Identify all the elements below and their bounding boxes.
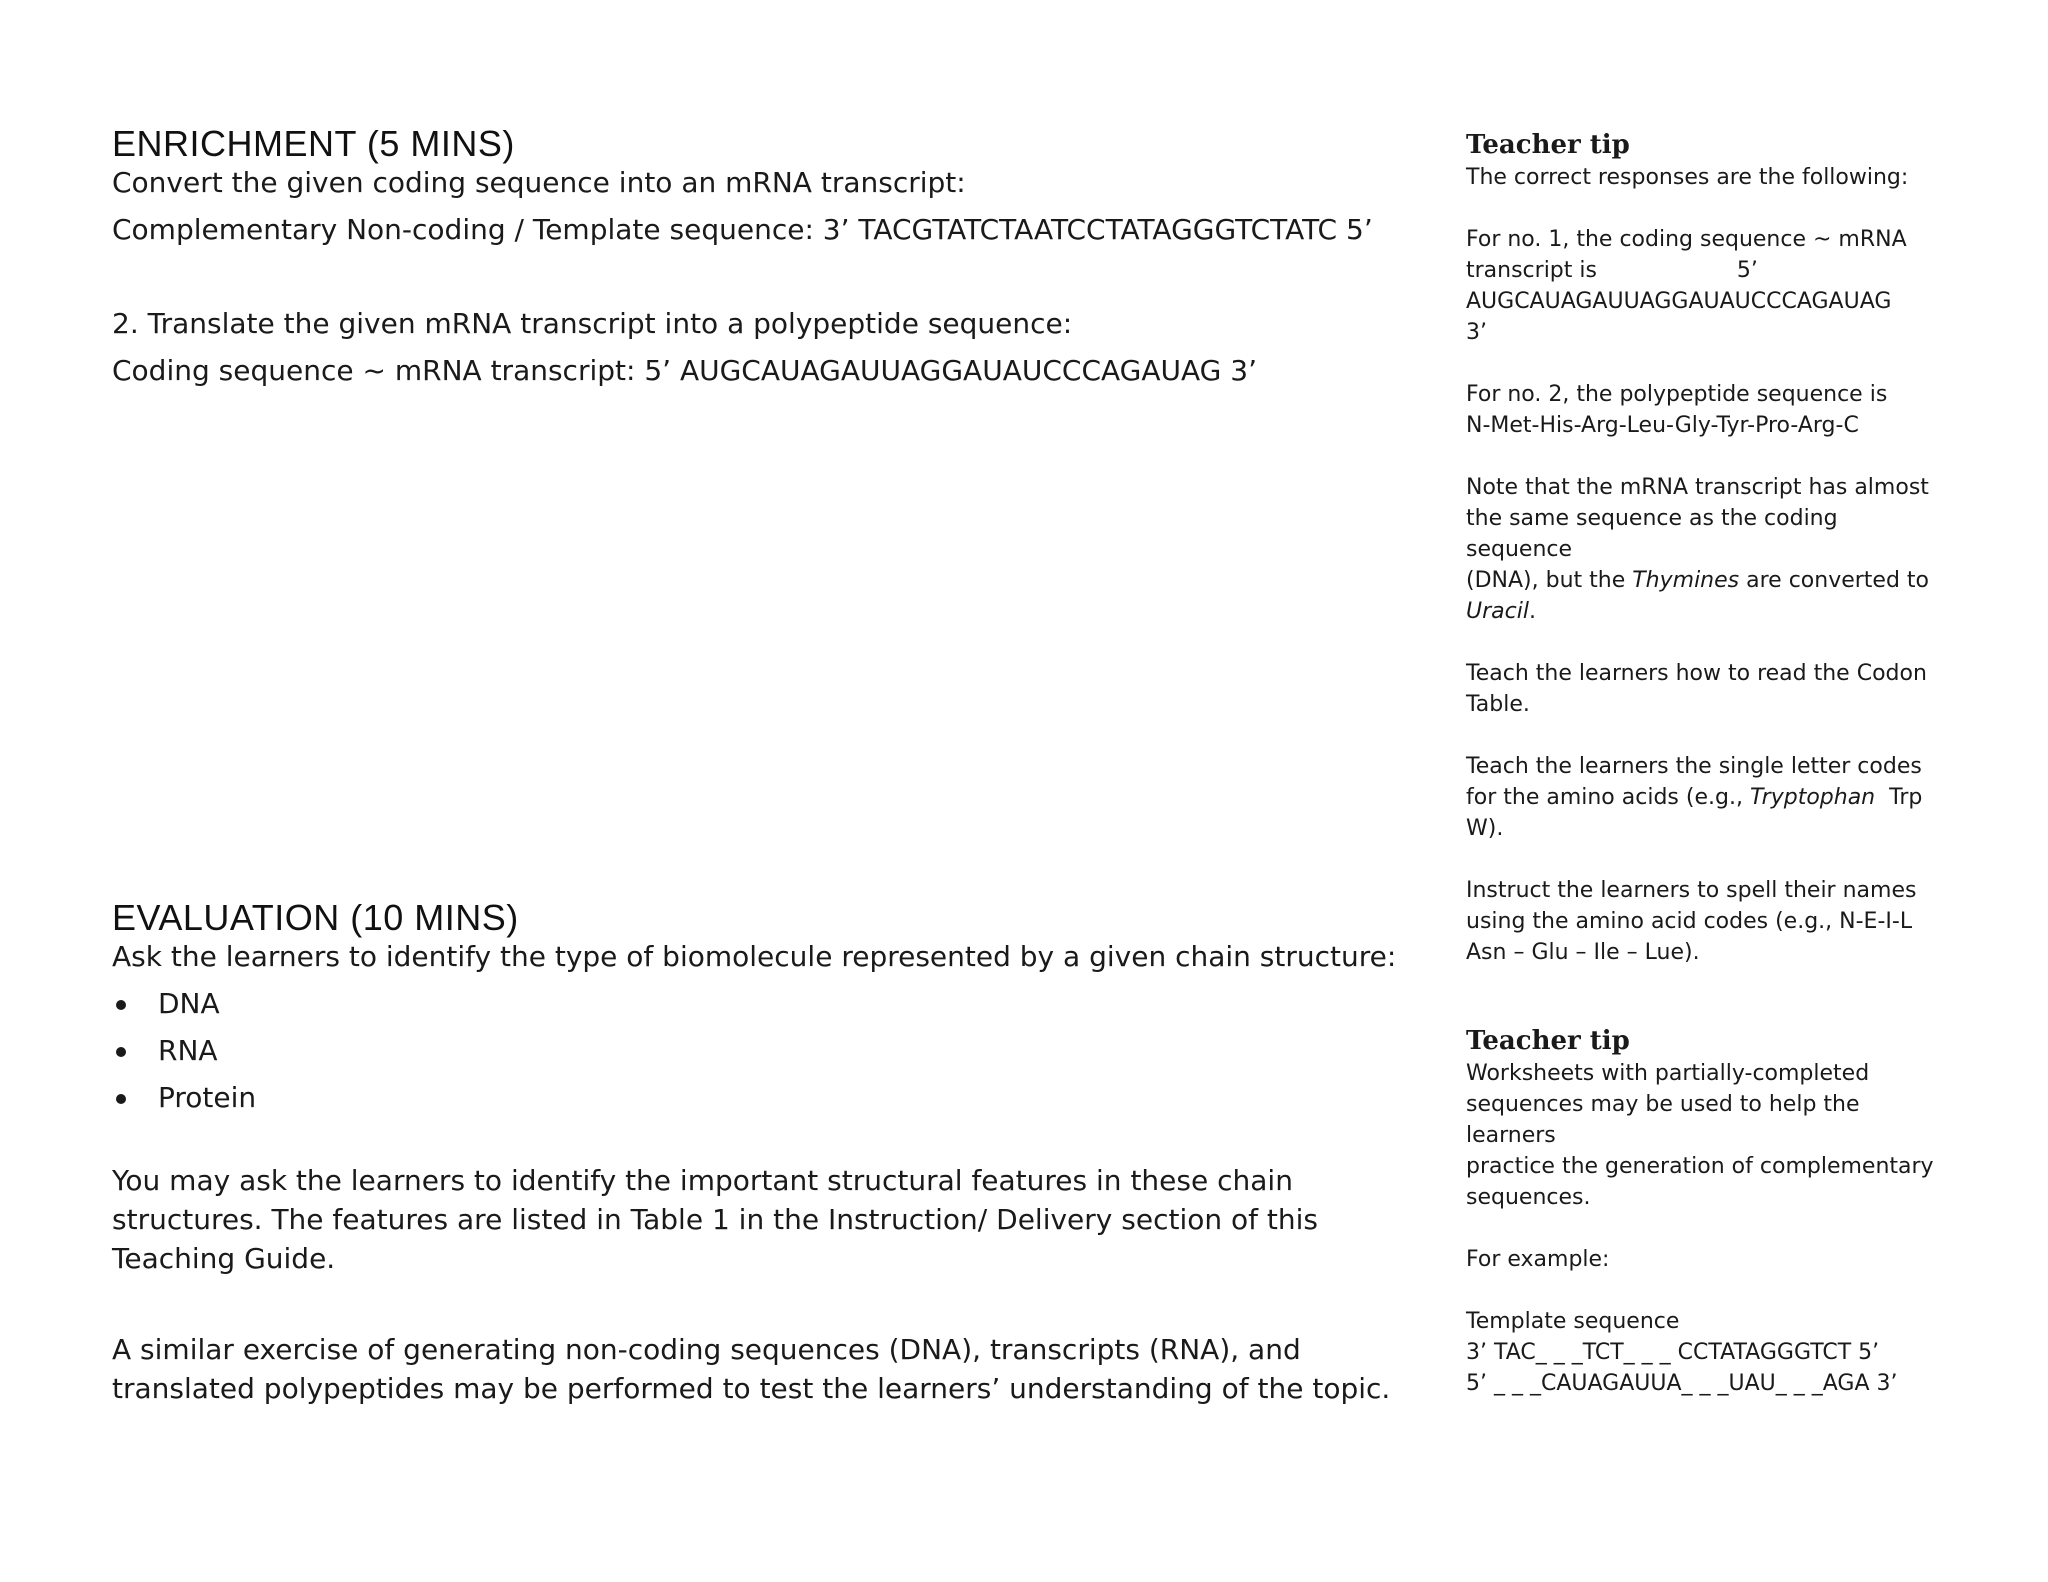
list-item: DNA <box>112 985 1412 1023</box>
tip-text: sequences. <box>1466 1185 1591 1210</box>
teacher-tip-1 <box>1466 128 1936 968</box>
tip-text: practice the generation of complementary <box>1466 1154 1934 1179</box>
teacher-tip-title: Teacher tip <box>1466 130 1630 160</box>
evaluation-section <box>112 898 1412 1408</box>
tip-text: Table. <box>1466 692 1530 717</box>
tip-text: AUGCAUAGAUUAGGAUAUCCCAGAUAG <box>1466 289 1892 314</box>
evaluation-intro: Ask the learners to identify the type of biomolecule represented by a given chain structure: <box>112 940 1397 973</box>
tip-text: 3’ <box>1466 320 1487 345</box>
tip-text: 5’ _ _ _CAUAGAUUA_ _ _UAU_ _ _AGA 3’ <box>1466 1371 1898 1396</box>
tip-text: N-Met-His-Arg-Leu-Gly-Tyr-Pro-Arg-C <box>1466 413 1859 438</box>
tip-text: Note that the mRNA transcript has almost <box>1466 475 1929 500</box>
enrichment-section <box>112 124 1412 390</box>
list-item: Protein <box>112 1079 1412 1117</box>
tip-text: The correct responses are the following: <box>1466 165 1909 190</box>
tip-text: using the amino acid codes (e.g., N-E-I-L <box>1466 909 1913 934</box>
bullet-icon <box>116 1047 126 1057</box>
tip-text: Asn – Glu – Ile – Lue). <box>1466 940 1700 965</box>
tip-text: Teach the learners the single letter codes <box>1466 754 1922 779</box>
enrichment-title: ENRICHMENT (5 MINS) <box>112 123 515 164</box>
biomolecule-list <box>112 985 1412 1117</box>
evaluation-title: EVALUATION (10 MINS) <box>112 897 519 938</box>
tip-text: Template sequence <box>1466 1309 1680 1334</box>
tip-text: For no. 1, the coding sequence ~ mRNA <box>1466 227 1907 252</box>
bullet-icon <box>116 1000 126 1010</box>
list-item: RNA <box>112 1032 1412 1070</box>
teacher-tip-title: Teacher tip <box>1466 1026 1630 1056</box>
tip-text: Worksheets with partially-completed <box>1466 1061 1870 1086</box>
bullet-icon <box>116 1094 126 1104</box>
tip-text: Teach the learners how to read the Codon <box>1466 661 1927 686</box>
tip-text: Uracil. <box>1466 599 1536 624</box>
tip-text: sequences may be used to help the learners <box>1466 1092 1860 1148</box>
tip-text: For example: <box>1466 1247 1610 1272</box>
evaluation-paragraph-1: You may ask the learners to identify the important structural features in these chain structures. The features are listed in Table 1 in the Instruction/ Delivery section of this Teaching Guide. <box>112 1164 1318 1275</box>
tip-text: for the amino acids (e.g., Tryptophan Trp <box>1466 785 1923 810</box>
tip-text: (DNA), but the Thymines are converted to <box>1466 568 1929 593</box>
coding-sequence-line: Coding sequence ~ mRNA transcript: 5’ AUGCAUAGAUUAGGAUAUCCCAGAUAG 3’ <box>112 354 1257 387</box>
evaluation-paragraph-2: A similar exercise of generating non-coding sequences (DNA), transcripts (RNA), and translated polypeptides may be performed to test the learners’ understanding of the topic. <box>112 1333 1391 1405</box>
tip-text: the same sequence as the coding sequence <box>1466 506 1838 562</box>
tip-text: W). <box>1466 816 1504 841</box>
tip-text: Instruct the learners to spell their names <box>1466 878 1917 903</box>
enrichment-intro: Convert the given coding sequence into an mRNA transcript: <box>112 166 966 199</box>
tip-text: transcript is 5’ <box>1466 258 1758 283</box>
tip-text: 3’ TAC_ _ _TCT_ _ _ CCTATAGGGTCT 5’ <box>1466 1340 1880 1365</box>
tip-text: For no. 2, the polypeptide sequence is <box>1466 382 1888 407</box>
teacher-tip-2 <box>1466 1024 1936 1399</box>
template-sequence-line: Complementary Non-coding / Template sequence: 3’ TACGTATCTAATCCTATAGGGTCTATC 5’ <box>112 213 1373 246</box>
translate-instruction: 2. Translate the given mRNA transcript into a polypeptide sequence: <box>112 307 1073 340</box>
